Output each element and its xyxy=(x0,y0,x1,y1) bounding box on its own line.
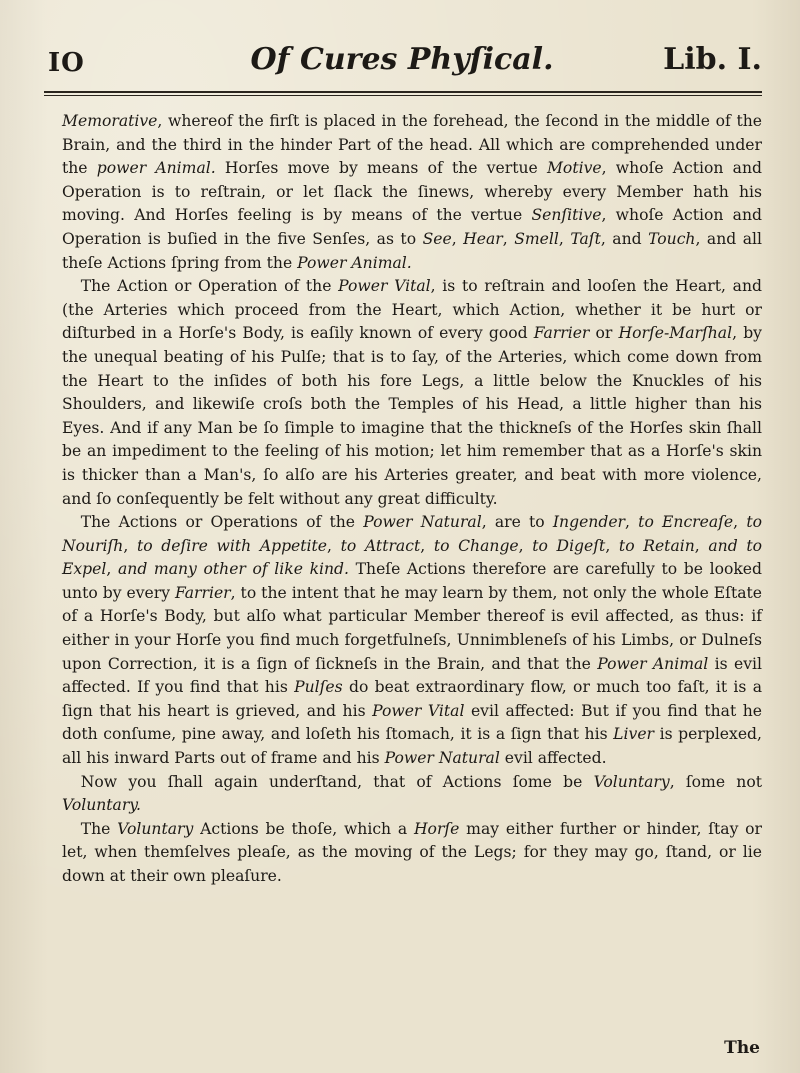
text-run: , xyxy=(625,513,639,532)
text-run: may either further or hinder, ſtay or let, when themſelves pleaſe, as the moving of the Legs; for they may go, ſtand, or lie down at their own pleaſure. xyxy=(62,819,762,885)
italic-text: to Attract xyxy=(340,536,421,555)
text-run: , xyxy=(694,536,709,555)
text-run: , and all theſe Actions ſpring from the xyxy=(62,229,762,272)
italic-text: Horſe-Marſhal xyxy=(618,324,733,343)
text-run: The xyxy=(80,819,118,838)
italic-text: and many other of like kind. xyxy=(117,560,349,579)
page-header xyxy=(42,30,762,86)
italic-text: Voluntary xyxy=(117,819,194,838)
italic-text: Power Animal xyxy=(597,654,709,673)
italic-text: to Nouriſh xyxy=(62,513,762,555)
text-run: do beat extraordinary flow, or much too faſt, it is a ſign that his heart is grieved, and his xyxy=(62,678,763,720)
paragraph xyxy=(62,771,762,818)
italic-text: See xyxy=(422,229,452,248)
italic-text: Motive xyxy=(546,159,602,178)
text-run: , is to reſtrain and looſen the Heart, and (the Arteries which proceed from the Heart, which Action, whether it be hurt or diſturbed in a Horſe's Body, is eaſily known of every good xyxy=(62,277,762,343)
text-run: , xyxy=(420,536,434,555)
text-run: , xyxy=(451,229,464,248)
italic-text: to Encreaſe xyxy=(638,513,734,532)
italic-text: Smell xyxy=(514,229,559,248)
text-run: is evil affected. If you find that his xyxy=(62,654,762,697)
text-run: , to the intent that he may learn by them, not only the whole Eſtate of a Horſe's Body, but alſo what particular Member thereof is evil affected, as thus: if either in your Horſe you find much forgetfulneſs, Unnimbleneſs of his Limbs, or Dulneſs upon Correction, it is a ſign of ſickneſs in the Brain, and that the xyxy=(62,583,763,673)
italic-text: Voluntary xyxy=(593,772,670,791)
text-run: , xyxy=(558,229,571,248)
italic-text: Voluntary. xyxy=(62,796,142,815)
text-run: The Actions or Operations of the xyxy=(80,513,364,532)
text-run: , ſome not xyxy=(669,772,762,791)
italic-text: Pulſes xyxy=(294,678,343,697)
italic-text: Memorative xyxy=(62,112,158,130)
page-number: IO xyxy=(48,48,85,78)
text-run: , xyxy=(123,536,137,555)
italic-text: Power Natural xyxy=(363,513,482,532)
italic-text: Touch xyxy=(648,229,696,248)
paragraph xyxy=(62,275,762,511)
italic-text: power Animal. xyxy=(96,159,216,178)
text-run: , whereof the firſt is placed in the forehead, the ſecond in the middle of the Brain, and the third in the hinder Part of the head. All which are comprehended under the xyxy=(62,112,762,178)
italic-text: Power Animal. xyxy=(297,253,412,272)
paragraph xyxy=(62,818,762,889)
catchword: The xyxy=(724,1038,760,1058)
italic-text: Taſt xyxy=(570,229,601,248)
text-run: is perplexed, all his inward Parts out of frame and his xyxy=(62,725,762,768)
italic-text: Farrier xyxy=(533,324,590,343)
text-run: , by the unequal beating of his Pulſe; that is to ſay, of the Arteries, which come down from the Heart to the inſides of both his fore Legs, a little below the Knuckles of his Shoulders, and likewiſe croſs both the Temples of his Head, a little higher than his Eyes. And if any Man be ſo ſimple to imagine that the thickneſs of the Horſes skin ſhall be an impediment to the feeling of his motion; let him remember that as a Horſe's skin is thicker than a Man's, ſo alſo are his Arteries greater, and beat with more violence, and ſo conſequently be felt without any great difficulty. xyxy=(62,324,762,508)
italic-text: to Retain xyxy=(618,536,695,555)
italic-text: and to Expel xyxy=(62,536,763,579)
italic-text: to Digeſt xyxy=(532,536,606,555)
italic-text: Liver xyxy=(613,725,655,744)
italic-text: Ingender xyxy=(552,513,626,532)
text-run: , and xyxy=(600,229,649,248)
text-run: , xyxy=(106,560,118,579)
paragraph xyxy=(62,110,762,275)
italic-text: Power Vital xyxy=(338,277,431,296)
text-run: Actions be thoſe, which a xyxy=(193,819,414,838)
italic-text: to Change xyxy=(433,536,519,555)
running-title: Of Cures Phyſical. xyxy=(250,42,554,77)
text-run: , xyxy=(502,229,515,248)
body-text xyxy=(62,110,762,889)
text-run: , whoſe Action and Operation is buſied in the five Senſes, as to xyxy=(62,206,762,248)
book-label: Lib. I. xyxy=(663,42,762,77)
italic-text: Horſe xyxy=(413,819,460,838)
italic-text: Farrier xyxy=(174,583,231,602)
italic-text: Senſitive xyxy=(531,206,602,225)
italic-text: Hear xyxy=(463,229,503,248)
italic-text: Power Vital xyxy=(372,701,465,720)
text-run: Horſes move by means of the vertue xyxy=(215,159,547,178)
text-run: , are to xyxy=(481,513,553,532)
header-rule xyxy=(44,91,762,93)
italic-text: to deſire with Appetite xyxy=(136,536,328,555)
text-run: , xyxy=(327,536,341,555)
text-run: , xyxy=(518,536,533,555)
text-run: , xyxy=(733,513,747,532)
text-run: or xyxy=(589,324,619,343)
text-run: , whoſe Action and Operation is to reſtrain, or let ſlack the ſinews, whereby every Member hath his moving. And Horſes feeling is by means of the vertue xyxy=(62,159,763,225)
text-run: evil affected: But if you find that he doth conſume, pine away, and loſeth his ſtomach, it is a ſign that his xyxy=(62,701,763,744)
text-run: , xyxy=(605,536,619,555)
italic-text: Power Natural xyxy=(384,749,500,768)
header-rule-thin xyxy=(44,95,762,96)
text-run: evil affected. xyxy=(499,749,607,768)
text-run: Theſe Actions therefore are carefully to be looked unto by every xyxy=(62,560,763,602)
paragraph xyxy=(62,511,762,771)
text-run: Now you ſhall again underſtand, that of Actions ſome be xyxy=(80,772,594,791)
text-run: The Action or Operation of the xyxy=(80,277,339,296)
